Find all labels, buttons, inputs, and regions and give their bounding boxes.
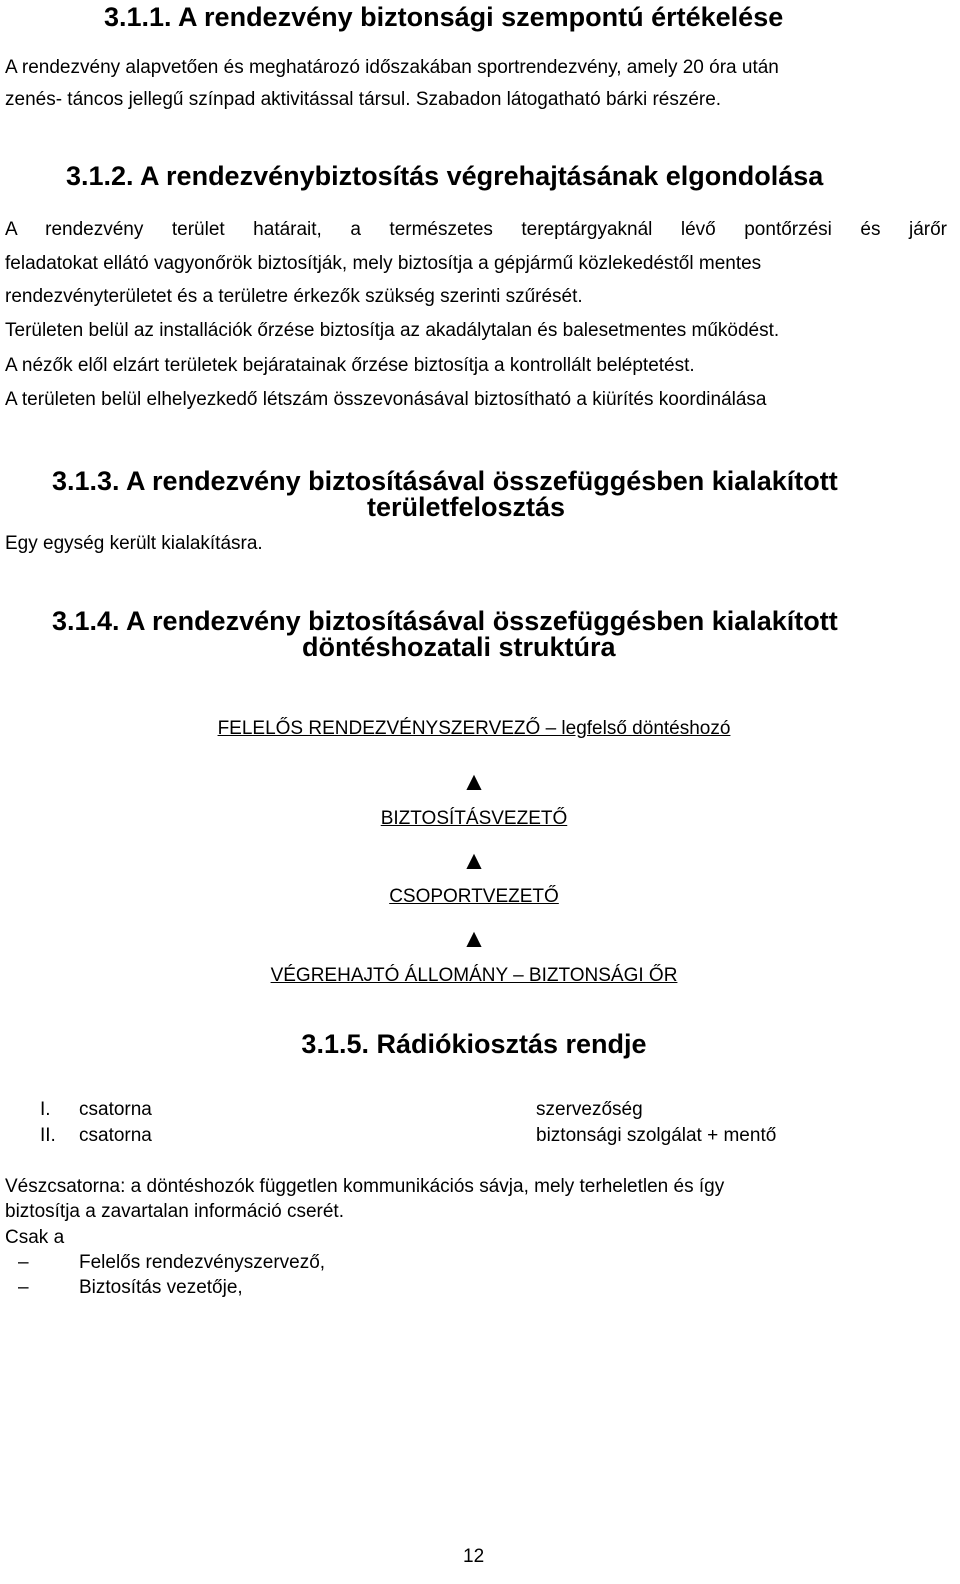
channel-2-name: csatorna	[79, 1125, 152, 1146]
section-315-heading: 3.1.5. Rádiókiosztás rendje	[301, 1029, 647, 1059]
list-item-1: Felelős rendezvényszervező,	[79, 1252, 326, 1273]
list-dash: –	[18, 1252, 29, 1273]
section-311-line-2: zenés- táncos jellegű színpad aktivitással társul. Szabadon látogatható bárki részére.	[5, 89, 722, 110]
emergency-line-1: Vészcsatorna: a döntéshozók független kommunikációs sávja, mely terheletlen és így	[5, 1176, 725, 1197]
page-number: 12	[463, 1546, 485, 1567]
section-313-heading-line-1: 3.1.3. A rendezvény biztosításával összefüggésben kialakított	[52, 466, 838, 496]
channel-2-number: II.	[40, 1125, 56, 1146]
emergency-line-2: biztosítja a zavartalan információ cserét.	[5, 1201, 344, 1222]
section-313-heading-line-2: területfelosztás	[367, 492, 566, 522]
up-arrow-icon: ▲	[461, 923, 487, 953]
channel-1-assigned: szervezőség	[536, 1099, 643, 1120]
section-314-heading-line-2: döntéshozatali struktúra	[302, 632, 616, 662]
section-314-heading-line-1: 3.1.4. A rendezvény biztosításával összefüggésben kialakított	[52, 606, 838, 636]
up-arrow-icon: ▲	[461, 766, 487, 796]
list-item-2: Biztosítás vezetője,	[79, 1277, 243, 1298]
hierarchy-level-4: VÉGREHAJTÓ ÁLLOMÁNY – BIZTONSÁGI ŐR	[270, 965, 678, 986]
channel-2-assigned: biztonsági szolgálat + mentő	[536, 1125, 777, 1146]
section-313-text: Egy egység került kialakításra.	[5, 533, 263, 554]
channel-1-number: I.	[40, 1099, 51, 1120]
section-311-heading: 3.1.1. A rendezvény biztonsági szempontú értékelése	[104, 2, 784, 32]
section-312-line-3: rendezvényterületet és a területre érkezők szükség szerinti szűrését.	[5, 286, 583, 307]
section-311-line-1: A rendezvény alapvetően és meghatározó időszakában sportrendezvény, amely 20 óra után	[5, 57, 779, 78]
section-312-heading: 3.1.2. A rendezvénybiztosítás végrehajtásának elgondolása	[66, 161, 824, 191]
section-312-line-2: feladatokat ellátó vagyonőrök biztosítják, mely biztosítja a gépjármű közlekedéstől mentes	[5, 253, 762, 274]
section-312-line-5: A nézők elől elzárt területek bejáratainak őrzése biztosítja a kontrollált beléptetést.	[5, 355, 695, 376]
section-312-line-1: A rendezvény terület határait, a természetes tereptárgyaknál lévő pontőrzési és járőr	[5, 219, 947, 240]
hierarchy-level-2: BIZTOSÍTÁSVEZETŐ	[380, 808, 568, 829]
section-312-line-4: Területen belül az installációk őrzése biztosítja az akadálytalan és balesetmentes működést.	[5, 320, 780, 341]
list-dash: –	[18, 1277, 29, 1298]
only-label: Csak a	[5, 1227, 65, 1248]
section-312-line-6: A területen belül elhelyezkedő létszám összevonásával biztosítható a kiürítés koordinálása	[5, 389, 767, 410]
channel-1-name: csatorna	[79, 1099, 152, 1120]
up-arrow-icon: ▲	[461, 845, 487, 875]
hierarchy-level-1: FELELŐS RENDEZVÉNYSZERVEZŐ – legfelső döntéshozó	[217, 718, 731, 739]
hierarchy-level-3: CSOPORTVEZETŐ	[389, 886, 559, 907]
